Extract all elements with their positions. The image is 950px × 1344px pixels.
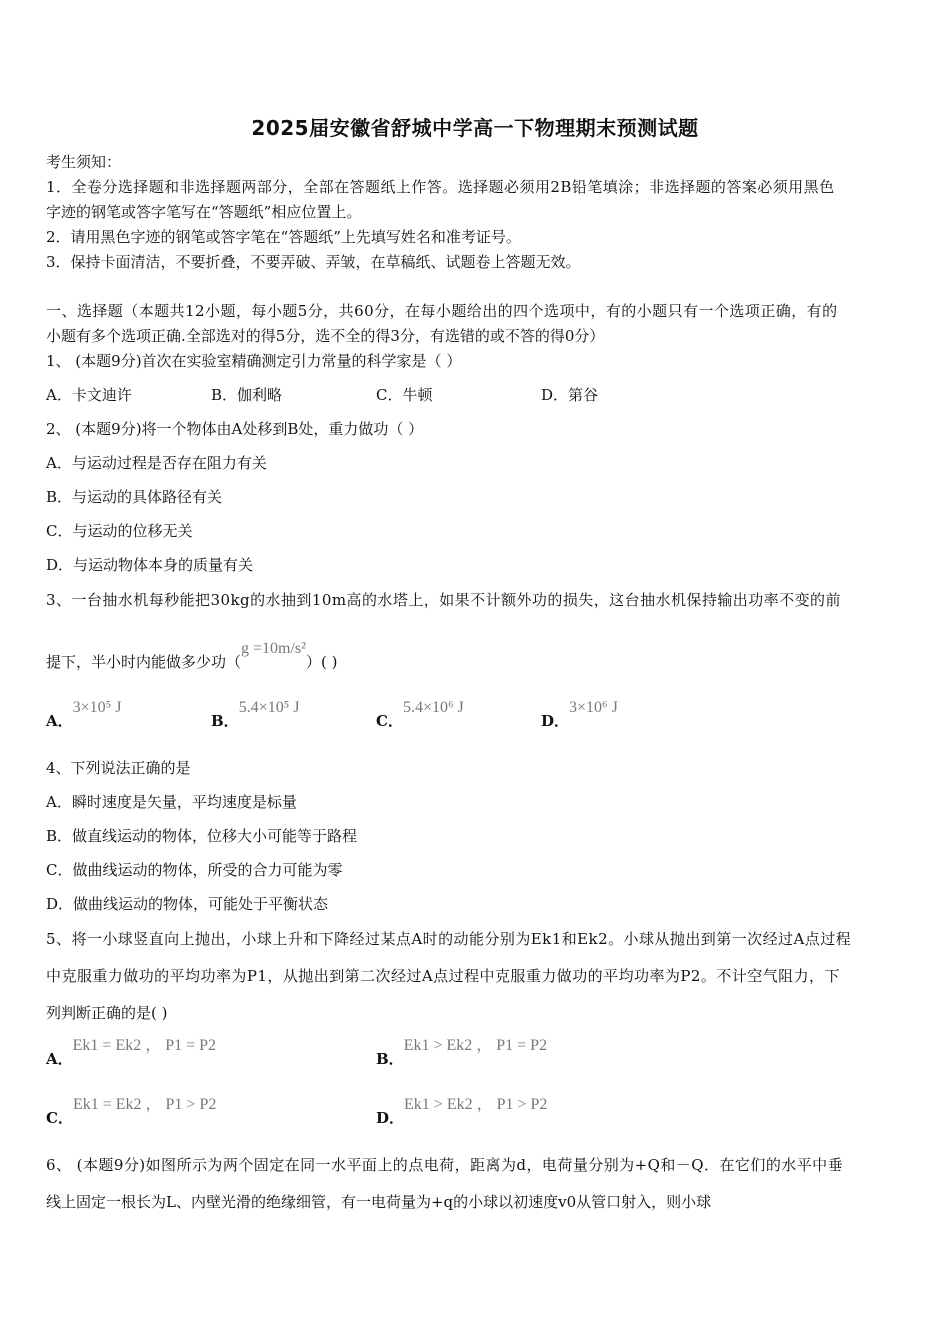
question-3-option-a: [46, 699, 122, 732]
question-2-option-d: D．与运动物体本身的质量有关: [46, 556, 254, 574]
question-4-option-d: D．做曲线运动的物体，可能处于平衡状态: [46, 895, 329, 913]
question-1-option-a: A．卡文迪许: [46, 386, 132, 404]
page-title: 2025届安徽省舒城中学高一下物理期末预测试题: [251, 116, 699, 140]
section-heading-line-1: 一、选择题（本题共12小题，每小题5分，共60分，在每小题给出的四个选项中，有的小题只有一个选项正确，有的: [46, 302, 838, 320]
notice-item-2: 2．请用黑色字迹的钢笔或答字笔在“答题纸”上先填写姓名和准考证号。: [46, 228, 521, 246]
section-heading-line-2: 小题有多个选项正确.全部选对的得5分，选不全的得3分，有选错的或不答的得0分）: [46, 327, 605, 345]
notice-heading: 考生须知：: [46, 153, 122, 171]
question-3-stem-suffix: ）( ): [305, 653, 338, 671]
question-2-option-c: C．与运动的位移无关: [46, 522, 193, 540]
question-3-option-b: [211, 699, 300, 732]
question-5-option-b: [376, 1037, 548, 1070]
question-5-stem-line-1: 5、将一小球竖直向上抛出，小球上升和下降经过某点A时的动能分别为Ek1和Ek2。小球从抛出到第一次经过A点过程: [46, 930, 852, 948]
question-3-stem-prefix: 提下，半小时内能做多少功（: [46, 653, 242, 671]
question-1-option-d: D．第谷: [541, 386, 599, 404]
option-value: Ek1 = Ek2 ， P1 = P2: [72, 1037, 217, 1054]
option-label: C．: [376, 712, 403, 730]
question-4-stem: 4、下列说法正确的是: [46, 759, 191, 777]
notice-item-3: 3．保持卡面清洁，不要折叠，不要弄破、弄皱，在草稿纸、试题卷上答题无效。: [46, 253, 581, 271]
option-label: C．: [46, 1109, 73, 1127]
option-label: D．: [541, 712, 570, 730]
option-label: A．: [46, 712, 73, 730]
question-2-option-b: B．与运动的具体路径有关: [46, 488, 223, 506]
question-6-stem-line-1: 6、 (本题9分)如图所示为两个固定在同一水平面上的点电荷，距离为d，电荷量分别为+Q和－Q．在它们的水平中垂: [46, 1156, 844, 1174]
option-value: Ek1 > Ek2 ， P1 > P2: [404, 1096, 548, 1113]
question-4-option-c: C．做曲线运动的物体，所受的合力可能为零: [46, 861, 343, 879]
notice-item-1-line-1: 1．全卷分选择题和非选择题两部分，全部在答题纸上作答。选择题必须用2B铅笔填涂；非选择题的答案必须用黑色: [46, 178, 835, 196]
question-3-option-d: [541, 699, 618, 732]
question-3-stem-line-1: 3、一台抽水机每秒能把30kg的水抽到10m高的水塔上，如果不计额外功的损失，这台抽水机保持输出功率不变的前: [46, 591, 841, 609]
option-label: A．: [46, 1050, 73, 1068]
question-5-option-a: [46, 1037, 217, 1070]
option-label: B．: [376, 1050, 404, 1068]
option-value: Ek1 = Ek2 ， P1 > P2: [72, 1096, 217, 1113]
question-1-option-b: B．伽利略: [211, 386, 283, 404]
option-value: Ek1 > Ek2 ， P1 = P2: [403, 1037, 548, 1054]
option-label: D．: [376, 1109, 405, 1127]
question-4-option-a: A．瞬时速度是矢量，平均速度是标量: [46, 793, 297, 811]
question-2-option-a: A．与运动过程是否存在阻力有关: [46, 454, 267, 472]
question-5-stem-line-3: 列判断正确的是( ): [46, 1004, 168, 1022]
question-3-stem-line-2: [46, 640, 338, 673]
question-2-stem: 2、 (本题9分)将一个物体由A处移到B处，重力做功（ ）: [46, 420, 424, 438]
option-value: 3×10⁵ J: [72, 699, 122, 716]
notice-item-1-line-2: 字迹的钢笔或答字笔写在“答题纸”相应位置上。: [46, 203, 362, 221]
question-5-option-d: [376, 1096, 548, 1129]
option-label: B．: [211, 712, 239, 730]
question-5-option-c: [46, 1096, 217, 1129]
option-value: 5.4×10⁶ J: [402, 699, 464, 716]
option-value: 5.4×10⁵ J: [238, 699, 300, 716]
question-1-stem: 1、 (本题9分)首次在实验室精确测定引力常量的科学家是（ ）: [46, 352, 462, 370]
gravity-formula: g =10m/s²: [241, 640, 306, 657]
question-1-option-c: C．牛顿: [376, 386, 433, 404]
question-3-option-c: [376, 699, 464, 732]
question-4-option-b: B．做直线运动的物体，位移大小可能等于路程: [46, 827, 358, 845]
question-6-stem-line-2: 线上固定一根长为L、内壁光滑的绝缘细管，有一电荷量为+q的小球以初速度v0从管口射入，则小球: [46, 1193, 712, 1211]
option-value: 3×10⁶ J: [569, 699, 618, 716]
question-5-stem-line-2: 中克服重力做功的平均功率为P1，从抛出到第二次经过A点过程中克服重力做功的平均功率为P2。不计空气阻力，下: [46, 967, 840, 985]
